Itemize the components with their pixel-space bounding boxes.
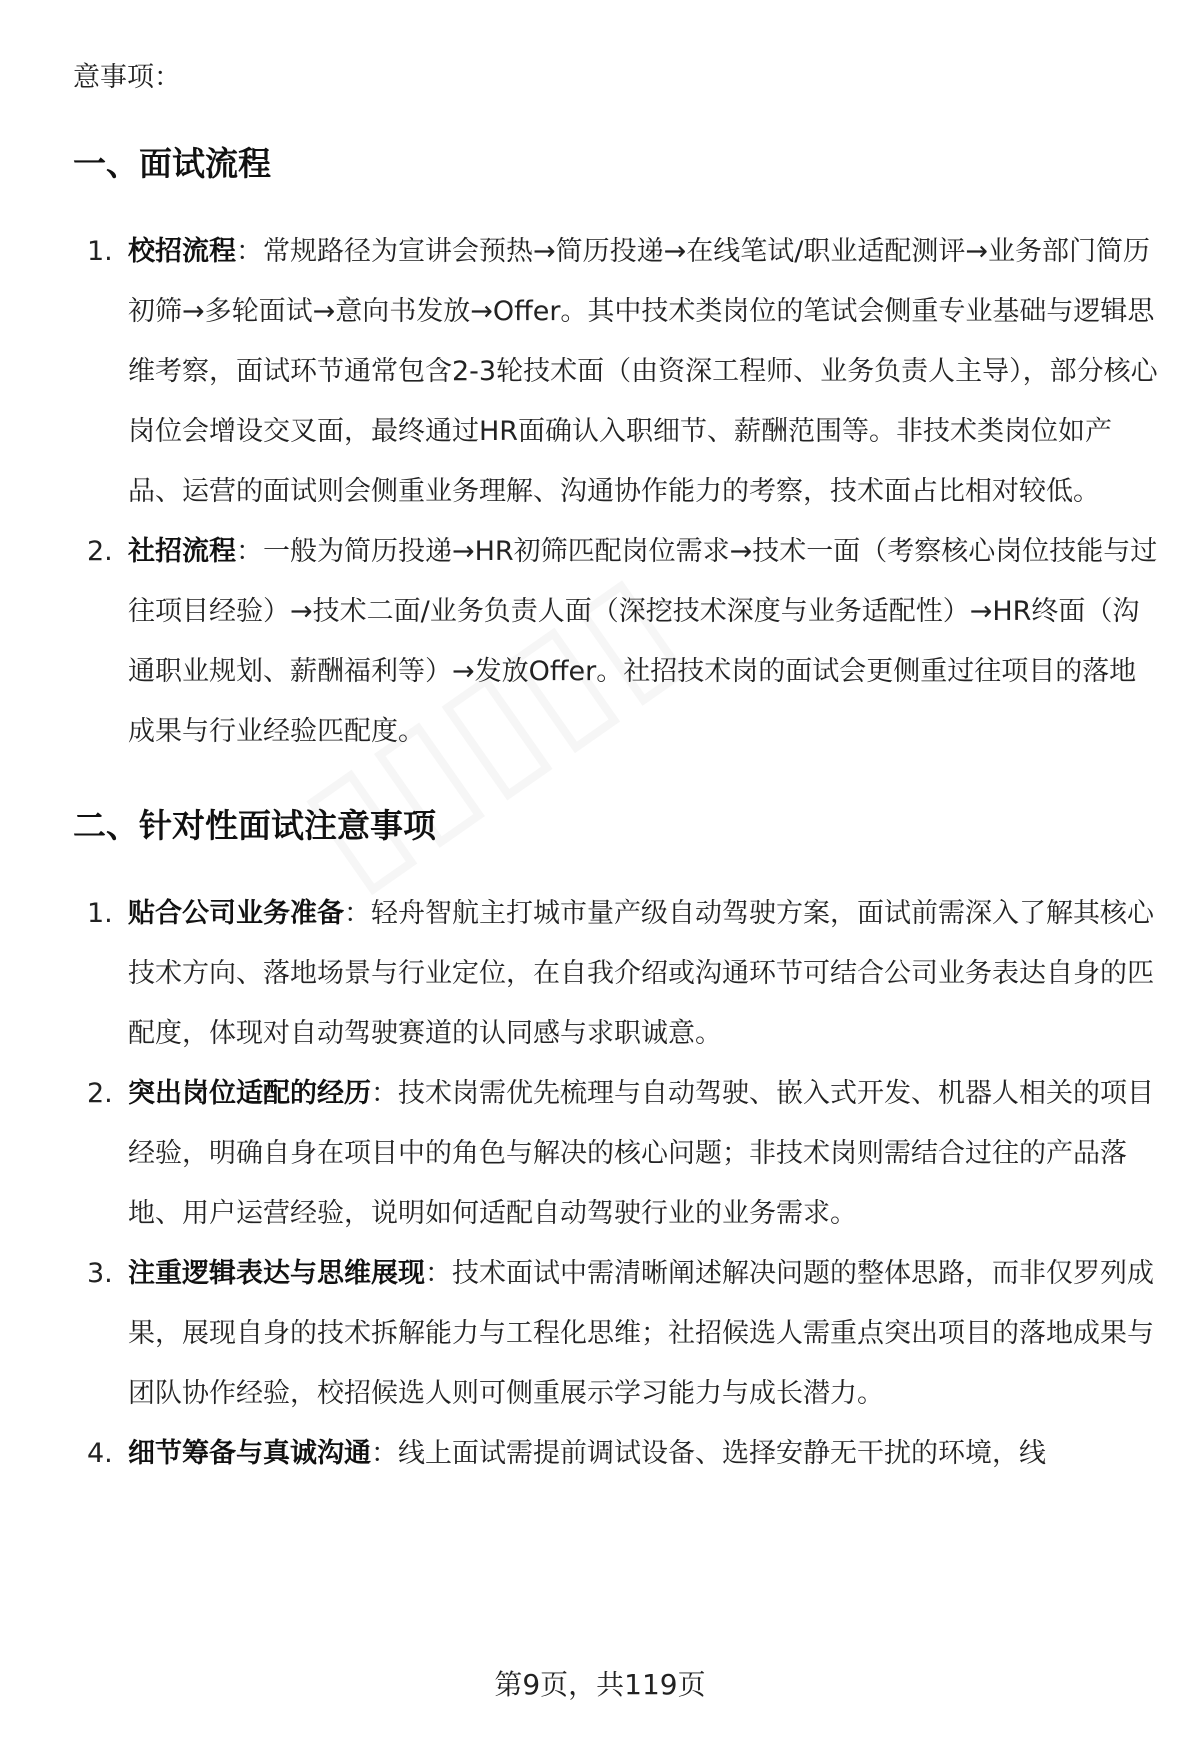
- list-item: [73, 1064, 1158, 1244]
- section-heading-interview-process: 一、面试流程: [73, 144, 271, 183]
- list-number: 1.: [87, 898, 113, 929]
- intro-text: 意事项：: [73, 62, 181, 93]
- list-item-label: 细节筹备与真诚沟通: [128, 1438, 371, 1469]
- list-number: 4.: [87, 1438, 113, 1469]
- list-item-label: 突出岗位适配的经历: [128, 1078, 371, 1109]
- list-item-label: 注重逻辑表达与思维展现: [128, 1258, 425, 1289]
- list-item-label: 贴合公司业务准备: [128, 898, 344, 929]
- list-item: [73, 884, 1158, 1064]
- list-number: 1.: [87, 236, 113, 267]
- list-item: [73, 1424, 1158, 1484]
- list-number: 3.: [87, 1258, 113, 1289]
- list-number: 2.: [87, 1078, 113, 1109]
- list-item-label: 社招流程: [128, 536, 236, 567]
- section-heading-interview-tips: 二、针对性面试注意事项: [73, 806, 436, 845]
- list-item-label: 校招流程: [128, 236, 236, 267]
- list-item-text: ：技术面试中需清晰阐述解决问题的整体思路，而非仅罗列成果，展现自身的技术拆解能力与工程化思维；社招候选人需重点突出项目的落地成果与团队协作经验，校招候选人则可侧重展示学习能力与成长潜力。: [128, 1258, 1154, 1409]
- interview-process-list: [73, 222, 1158, 762]
- list-item-text: ：一般为简历投递→HR初筛匹配岗位需求→技术一面（考察核心岗位技能与过往项目经验）→技术二面/业务负责人面（深挖技术深度与业务适配性）→HR终面（沟通职业规划、薪酬福利等）→发放Offer。社招技术岗的面试会更侧重过往项目的落地成果与行业经验匹配度。: [128, 536, 1158, 747]
- page-number-footer: 第9页，共119页: [494, 1668, 706, 1701]
- list-item: [73, 522, 1158, 762]
- list-number: 2.: [87, 536, 113, 567]
- list-item-text: ：技术岗需优先梳理与自动驾驶、嵌入式开发、机器人相关的项目经验，明确自身在项目中的角色与解决的核心问题；非技术岗则需结合过往的产品落地、用户运营经验，说明如何适配自动驾驶行业的业务需求。: [128, 1078, 1154, 1229]
- list-item: [73, 1244, 1158, 1424]
- list-item: [73, 222, 1158, 522]
- list-item-text: ：常规路径为宣讲会预热→简历投递→在线笔试/职业适配测评→业务部门简历初筛→多轮面试→意向书发放→Offer。其中技术类岗位的笔试会侧重专业基础与逻辑思维考察，面试环节通常包含2-3轮技术面（由资深工程师、业务负责人主导），部分核心岗位会增设交叉面，最终通过HR面确认入职细节、薪酬范围等。非技术类岗位如产品、运营的面试则会侧重业务理解、沟通协作能力的考察，技术面占比相对较低。: [128, 236, 1158, 507]
- list-item-text: ：轻舟智航主打城市量产级自动驾驶方案，面试前需深入了解其核心技术方向、落地场景与行业定位，在自我介绍或沟通环节可结合公司业务表达自身的匹配度，体现对自动驾驶赛道的认同感与求职诚意。: [128, 898, 1154, 1049]
- list-item-text: ：线上面试需提前调试设备、选择安静无干扰的环境，线: [371, 1438, 1046, 1469]
- interview-tips-list: [73, 884, 1158, 1484]
